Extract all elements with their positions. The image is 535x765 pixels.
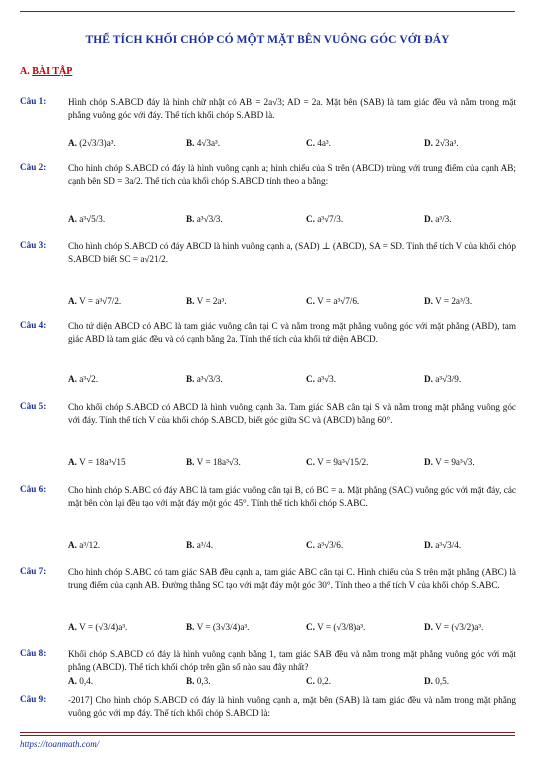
option-c: 4a³. bbox=[317, 138, 331, 148]
option-letter: C. bbox=[306, 138, 315, 148]
option-a: a³√2. bbox=[79, 374, 98, 384]
option-c: V = 9a³√15/2. bbox=[317, 457, 369, 467]
option-c: V = (√3/8)a³. bbox=[317, 622, 366, 632]
question-text: Cho hình chóp S.ABCD có đáy ABCD là hình vuông cạnh a, (SAD) ⊥ (ABCD), SA = SD. Tính thể tích V của khối chóp S.ABCD biết SC = a√21/2. bbox=[68, 241, 516, 264]
option-letter: A. bbox=[68, 540, 77, 550]
option-a: 0,4. bbox=[79, 676, 94, 686]
option-c: a³√7/3. bbox=[317, 214, 344, 224]
option-letter: D. bbox=[424, 676, 433, 686]
option-letter: D. bbox=[424, 296, 433, 306]
option-b: a³√3/3. bbox=[196, 374, 223, 384]
option-d: a³/3. bbox=[435, 214, 452, 224]
option-letter: B. bbox=[186, 214, 195, 224]
answer-options bbox=[68, 457, 518, 473]
answer-options bbox=[68, 214, 518, 230]
question-number: Câu 5: bbox=[20, 401, 47, 411]
option-letter: B. bbox=[186, 138, 195, 148]
option-b: a³√3/3. bbox=[196, 214, 223, 224]
option-a: V = a³√7/2. bbox=[79, 296, 122, 306]
question-number: Câu 9: bbox=[20, 694, 47, 704]
option-letter: B. bbox=[186, 374, 195, 384]
top-rule bbox=[20, 11, 515, 12]
section-label: BÀI TẬP bbox=[32, 66, 73, 77]
question-text: -2017] Cho hình chóp S.ABCD có đáy là hình vuông cạnh a, mặt bên (SAB) là tam giác đều và nằm trong mặt phẳng vuông góc với mp đáy. Thể tích khối chóp S.ABCD là: bbox=[68, 695, 516, 718]
option-c: a³√3. bbox=[317, 374, 336, 384]
option-a: V = (√3/4)a³. bbox=[79, 622, 128, 632]
option-b: V = (3√3/4)a³. bbox=[196, 622, 250, 632]
option-d: V = 2a³/3. bbox=[435, 296, 473, 306]
option-b: a³/4. bbox=[196, 540, 214, 550]
option-d: V = 9a³√3. bbox=[435, 457, 475, 467]
option-letter: B. bbox=[186, 296, 195, 306]
option-d: 2√3a³. bbox=[435, 138, 459, 148]
option-letter: D. bbox=[424, 374, 433, 384]
question-text: Hình chóp S.ABCD đáy là hình chữ nhật có AB = 2a√3; AD = 2a. Mặt bên (SAB) là tam giác đều và nằm trong mặt phẳng vuông góc với đáy. Thể tích khối chóp S.ABD là. bbox=[68, 97, 516, 120]
option-letter: C. bbox=[306, 676, 315, 686]
option-letter: B. bbox=[186, 457, 195, 467]
answer-options bbox=[68, 540, 518, 556]
option-a: a³√5/3. bbox=[79, 214, 106, 224]
option-letter: A. bbox=[68, 214, 77, 224]
question-text: Cho tứ diện ABCD có ABC là tam giác vuông cân tại C và nằm trong mặt phẳng vuông góc với mặt phẳng (ABD), tam giác ABD là tam giác đều và có cạnh bằng 2a. Tính thể tích của khối tứ diện ABCD. bbox=[68, 321, 516, 344]
question-number: Câu 4: bbox=[20, 320, 47, 330]
option-letter: A. bbox=[68, 374, 77, 384]
question-text: Khối chóp S.ABCD có đáy là hình vuông cạnh bằng 1, tam giác SAB đều và nằm trong mặt phẳng vuông góc với mặt phẳng (ABCD). Thể tích khối chóp trên gần số nào sau đây nhất? bbox=[68, 649, 516, 672]
question-number: Câu 6: bbox=[20, 484, 47, 494]
answer-options bbox=[68, 374, 518, 390]
question-text: Cho hình chóp S.ABC có tam giác SAB đều cạnh a, tam giác ABC cân tại C. Hình chiếu của S trên mặt phẳng (ABC) là trung điểm của cạnh AB. Đường thẳng SC tạo với mặt đáy một góc 30°. Tính theo a thể tích V của khối chóp S.ABC. bbox=[68, 567, 516, 590]
section-prefix: A. bbox=[20, 66, 30, 77]
option-letter: A. bbox=[68, 457, 77, 467]
option-c: 0,2. bbox=[317, 676, 332, 686]
option-c: V = a³√7/6. bbox=[317, 296, 360, 306]
answer-options bbox=[68, 676, 518, 692]
option-d: V = (√3/2)a³. bbox=[435, 622, 484, 632]
answer-options bbox=[68, 622, 518, 638]
question-number: Câu 2: bbox=[20, 162, 47, 172]
option-letter: D. bbox=[424, 214, 433, 224]
option-letter: C. bbox=[306, 296, 315, 306]
option-letter: A. bbox=[68, 296, 77, 306]
option-letter: A. bbox=[68, 138, 77, 148]
question-text: Cho hình chóp S.ABC có đáy ABC là tam giác vuông cân tại B, có BC = a. Mặt phẳng (SAC) vuông góc với mặt đáy, các mặt bên còn lại đều tạo với mặt đáy một góc 45°. Tính thể tích khối chóp S.ABC. bbox=[68, 485, 516, 508]
option-d: 0,5. bbox=[435, 676, 450, 686]
option-letter: D. bbox=[424, 138, 433, 148]
option-a: (2√3/3)a³. bbox=[79, 138, 116, 148]
question-number: Câu 8: bbox=[20, 648, 47, 658]
option-letter: B. bbox=[186, 622, 195, 632]
footer-link[interactable]: https://toanmath.com/ bbox=[20, 739, 100, 749]
option-letter: D. bbox=[424, 457, 433, 467]
option-letter: A. bbox=[68, 676, 77, 686]
option-d: a³√3/4. bbox=[435, 540, 462, 550]
section-heading bbox=[20, 66, 72, 77]
option-letter: C. bbox=[306, 214, 315, 224]
answer-options bbox=[68, 296, 518, 312]
question-number: Câu 7: bbox=[20, 566, 47, 576]
question-text: Cho hình chóp S.ABCD có đáy là hình vuông cạnh a; hình chiếu của S trên (ABCD) trùng với trung điểm của cạnh AB; cạnh bên SD = 3a/2. Thể tích của khối chóp S.ABCD tính theo a bằng: bbox=[68, 163, 516, 186]
option-a: a³/12. bbox=[79, 540, 101, 550]
option-letter: C. bbox=[306, 374, 315, 384]
option-letter: D. bbox=[424, 622, 433, 632]
option-a: V = 18a³√15 bbox=[79, 457, 126, 467]
question-number: Câu 1: bbox=[20, 96, 47, 106]
option-letter: C. bbox=[306, 540, 315, 550]
option-d: a³√3/9. bbox=[435, 374, 462, 384]
page-title: THỂ TÍCH KHỐI CHÓP CÓ MỘT MẶT BÊN VUÔNG GÓC VỚI ĐÁY bbox=[85, 34, 450, 46]
option-letter: D. bbox=[424, 540, 433, 550]
option-c: a³√3/6. bbox=[317, 540, 344, 550]
option-b: 0,3. bbox=[196, 676, 211, 686]
option-letter: A. bbox=[68, 622, 77, 632]
option-b: 4√3a³. bbox=[196, 138, 221, 148]
option-letter: B. bbox=[186, 676, 195, 686]
question-number: Câu 3: bbox=[20, 240, 47, 250]
bottom-rule-double bbox=[20, 735, 515, 736]
answer-options bbox=[68, 138, 518, 154]
option-letter: B. bbox=[186, 540, 195, 550]
bottom-rule bbox=[20, 732, 515, 733]
option-letter: C. bbox=[306, 622, 315, 632]
option-b: V = 18a³√3. bbox=[196, 457, 241, 467]
option-b: V = 2a³. bbox=[196, 296, 227, 306]
option-letter: C. bbox=[306, 457, 315, 467]
question-text: Cho khối chóp S.ABCD có ABCD là hình vuông cạnh 3a. Tam giác SAB cân tại S và nằm trong mặt phẳng vuông góc với đáy. Tính thể tích V của khối chóp S.ABCD, biết góc giữa SC và (ABCD) bằng 60°. bbox=[68, 402, 516, 425]
